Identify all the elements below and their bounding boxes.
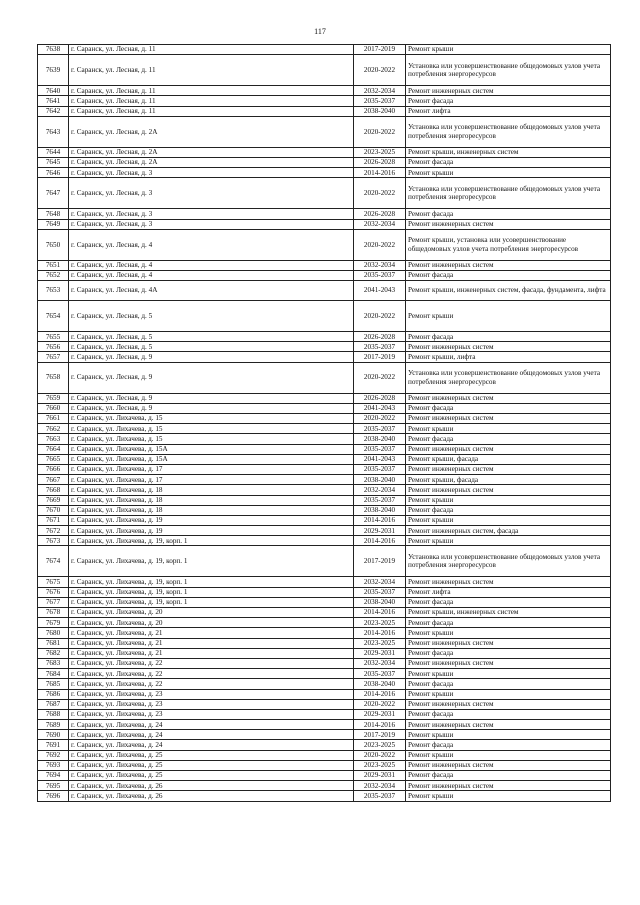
row-number: 7653	[38, 281, 69, 301]
row-period: 2032-2034	[354, 781, 406, 791]
row-work-type: Ремонт крыши, фасада	[406, 475, 611, 485]
row-period: 2026-2028	[354, 209, 406, 219]
row-number: 7691	[38, 740, 69, 750]
table-row	[38, 96, 611, 106]
table-row	[38, 791, 611, 801]
row-number: 7664	[38, 444, 69, 454]
row-period: 2029-2031	[354, 648, 406, 658]
row-work-type: Ремонт фасада	[406, 403, 611, 413]
table-row	[38, 689, 611, 699]
table-row	[38, 147, 611, 157]
row-work-type: Ремонт инженерных систем	[406, 658, 611, 668]
table-row	[38, 485, 611, 495]
row-work-type: Ремонт фасада	[406, 434, 611, 444]
row-period: 2035-2037	[354, 587, 406, 597]
row-address: г. Саранск, ул. Лихачева, д. 24	[69, 740, 354, 750]
row-work-type: Ремонт крыши, фасада	[406, 454, 611, 464]
row-number: 7647	[38, 178, 69, 209]
row-address: г. Саранск, ул. Лихачева, д. 24	[69, 730, 354, 740]
table-row	[38, 178, 611, 209]
row-number: 7657	[38, 352, 69, 362]
row-work-type: Ремонт крыши	[406, 669, 611, 679]
table-row	[38, 116, 611, 147]
row-period: 2014-2016	[354, 628, 406, 638]
table-row	[38, 475, 611, 485]
row-address: г. Саранск, ул. Лесная, д. 5	[69, 332, 354, 342]
row-period: 2035-2037	[354, 270, 406, 280]
row-number: 7686	[38, 689, 69, 699]
row-period: 2035-2037	[354, 444, 406, 454]
row-work-type: Ремонт фасада	[406, 709, 611, 719]
row-work-type: Ремонт крыши	[406, 168, 611, 178]
row-period: 2020-2022	[354, 178, 406, 209]
row-period: 2032-2034	[354, 86, 406, 96]
row-period: 2029-2031	[354, 709, 406, 719]
row-number: 7671	[38, 515, 69, 525]
row-address: г. Саранск, ул. Лихачева, д. 23	[69, 699, 354, 709]
row-address: г. Саранск, ул. Лихачева, д. 17	[69, 464, 354, 474]
row-address: г. Саранск, ул. Лихачева, д. 22	[69, 669, 354, 679]
row-address: г. Саранск, ул. Лихачева, д. 15	[69, 434, 354, 444]
row-work-type: Ремонт инженерных систем	[406, 464, 611, 474]
table-row	[38, 495, 611, 505]
row-work-type: Установка или усовершенствование общедомовых узлов учета потребления энергоресурсов	[406, 116, 611, 147]
row-number: 7643	[38, 116, 69, 147]
row-number: 7654	[38, 301, 69, 332]
row-address: г. Саранск, ул. Лихачева, д. 23	[69, 709, 354, 719]
row-work-type: Ремонт инженерных систем	[406, 577, 611, 587]
row-address: г. Саранск, ул. Лихачева, д. 19, корп. 1	[69, 546, 354, 577]
row-number: 7685	[38, 679, 69, 689]
row-period: 2041-2043	[354, 403, 406, 413]
row-period: 2038-2040	[354, 679, 406, 689]
row-work-type: Ремонт инженерных систем	[406, 393, 611, 403]
row-address: г. Саранск, ул. Лихачева, д. 22	[69, 679, 354, 689]
row-address: г. Саранск, ул. Лихачева, д. 18	[69, 505, 354, 515]
row-period: 2038-2040	[354, 106, 406, 116]
table-row	[38, 546, 611, 577]
row-period: 2023-2025	[354, 638, 406, 648]
row-address: г. Саранск, ул. Лихачева, д. 15А	[69, 454, 354, 464]
row-work-type: Ремонт инженерных систем	[406, 760, 611, 770]
row-address: г. Саранск, ул. Лесная, д. 3	[69, 178, 354, 209]
row-period: 2020-2022	[354, 699, 406, 709]
table-row	[38, 587, 611, 597]
row-work-type: Ремонт фасада	[406, 648, 611, 658]
row-number: 7669	[38, 495, 69, 505]
row-address: г. Саранск, ул. Лесная, д. 11	[69, 106, 354, 116]
row-work-type: Ремонт инженерных систем	[406, 638, 611, 648]
row-address: г. Саранск, ул. Лихачева, д. 19, корп. 1	[69, 597, 354, 607]
row-period: 2017-2019	[354, 45, 406, 55]
table-row	[38, 281, 611, 301]
row-number: 7642	[38, 106, 69, 116]
row-address: г. Саранск, ул. Лихачева, д. 19, корп. 1	[69, 536, 354, 546]
row-address: г. Саранск, ул. Лесная, д. 2А	[69, 157, 354, 167]
table-row	[38, 424, 611, 434]
row-address: г. Саранск, ул. Лихачева, д. 18	[69, 495, 354, 505]
row-period: 2023-2025	[354, 618, 406, 628]
row-period: 2029-2031	[354, 526, 406, 536]
row-number: 7649	[38, 219, 69, 229]
row-number: 7645	[38, 157, 69, 167]
row-number: 7662	[38, 424, 69, 434]
table-body	[38, 45, 611, 802]
table-row	[38, 658, 611, 668]
row-address: г. Саранск, ул. Лесная, д. 11	[69, 86, 354, 96]
row-period: 2041-2043	[354, 281, 406, 301]
row-number: 7674	[38, 546, 69, 577]
row-number: 7638	[38, 45, 69, 55]
row-period: 2038-2040	[354, 434, 406, 444]
row-address: г. Саранск, ул. Лесная, д. 5	[69, 301, 354, 332]
table-row	[38, 648, 611, 658]
row-address: г. Саранск, ул. Лесная, д. 3	[69, 168, 354, 178]
row-period: 2020-2022	[354, 414, 406, 424]
row-period: 2026-2028	[354, 393, 406, 403]
table-row	[38, 260, 611, 270]
row-period: 2035-2037	[354, 495, 406, 505]
row-number: 7660	[38, 403, 69, 413]
row-number: 7666	[38, 464, 69, 474]
row-period: 2020-2022	[354, 362, 406, 393]
table-row	[38, 157, 611, 167]
table-row	[38, 414, 611, 424]
table-row	[38, 669, 611, 679]
table-row	[38, 464, 611, 474]
row-work-type: Ремонт фасада	[406, 740, 611, 750]
row-number: 7644	[38, 147, 69, 157]
row-address: г. Саранск, ул. Лесная, д. 2А	[69, 116, 354, 147]
table-row	[38, 781, 611, 791]
row-period: 2035-2037	[354, 342, 406, 352]
row-period: 2014-2016	[354, 689, 406, 699]
row-address: г. Саранск, ул. Лихачева, д. 19	[69, 515, 354, 525]
row-number: 7658	[38, 362, 69, 393]
row-number: 7679	[38, 618, 69, 628]
row-work-type: Ремонт лифта	[406, 106, 611, 116]
row-address: г. Саранск, ул. Лесная, д. 9	[69, 403, 354, 413]
row-number: 7655	[38, 332, 69, 342]
row-number: 7683	[38, 658, 69, 668]
row-work-type: Ремонт крыши	[406, 495, 611, 505]
row-period: 2014-2016	[354, 515, 406, 525]
row-work-type: Ремонт фасада	[406, 505, 611, 515]
table-row	[38, 434, 611, 444]
row-period: 2020-2022	[354, 301, 406, 332]
row-period: 2032-2034	[354, 577, 406, 587]
row-address: г. Саранск, ул. Лихачева, д. 19, корп. 1	[69, 587, 354, 597]
row-work-type: Ремонт фасада	[406, 96, 611, 106]
row-address: г. Саранск, ул. Лихачева, д. 15	[69, 414, 354, 424]
row-address: г. Саранск, ул. Лесная, д. 11	[69, 55, 354, 86]
table-row	[38, 750, 611, 760]
row-address: г. Саранск, ул. Лесная, д. 11	[69, 96, 354, 106]
table-row	[38, 342, 611, 352]
row-address: г. Саранск, ул. Лихачева, д. 20	[69, 618, 354, 628]
row-work-type: Ремонт инженерных систем, фасада	[406, 526, 611, 536]
row-address: г. Саранск, ул. Лесная, д. 9	[69, 352, 354, 362]
row-work-type: Установка или усовершенствование общедомовых узлов учета потребления энергоресурсов	[406, 362, 611, 393]
table-row	[38, 332, 611, 342]
row-period: 2035-2037	[354, 424, 406, 434]
table-row	[38, 209, 611, 219]
row-period: 2017-2019	[354, 546, 406, 577]
row-number: 7696	[38, 791, 69, 801]
row-number: 7652	[38, 270, 69, 280]
row-work-type: Ремонт инженерных систем	[406, 342, 611, 352]
row-period: 2020-2022	[354, 750, 406, 760]
row-number: 7656	[38, 342, 69, 352]
table-row	[38, 526, 611, 536]
row-period: 2035-2037	[354, 464, 406, 474]
row-number: 7678	[38, 608, 69, 618]
row-work-type: Ремонт инженерных систем	[406, 219, 611, 229]
row-period: 2020-2022	[354, 116, 406, 147]
row-number: 7650	[38, 229, 69, 260]
table-row	[38, 515, 611, 525]
row-number: 7641	[38, 96, 69, 106]
row-number: 7680	[38, 628, 69, 638]
row-address: г. Саранск, ул. Лихачева, д. 25	[69, 750, 354, 760]
row-address: г. Саранск, ул. Лихачева, д. 18	[69, 485, 354, 495]
row-number: 7648	[38, 209, 69, 219]
row-address: г. Саранск, ул. Лесная, д. 3	[69, 209, 354, 219]
row-address: г. Саранск, ул. Лесная, д. 4	[69, 270, 354, 280]
row-number: 7693	[38, 760, 69, 770]
table-row	[38, 403, 611, 413]
row-address: г. Саранск, ул. Лесная, д. 4А	[69, 281, 354, 301]
row-work-type: Ремонт крыши	[406, 536, 611, 546]
row-address: г. Саранск, ул. Лихачева, д. 23	[69, 689, 354, 699]
row-address: г. Саранск, ул. Лесная, д. 3	[69, 219, 354, 229]
table-row	[38, 505, 611, 515]
row-period: 2038-2040	[354, 597, 406, 607]
row-work-type: Установка или усовершенствование общедомовых узлов учета потребления энергоресурсов	[406, 178, 611, 209]
row-address: г. Саранск, ул. Лесная, д. 4	[69, 260, 354, 270]
table-row	[38, 577, 611, 587]
row-number: 7676	[38, 587, 69, 597]
row-work-type: Ремонт фасада	[406, 157, 611, 167]
table-row	[38, 536, 611, 546]
row-work-type: Ремонт фасада	[406, 597, 611, 607]
row-period: 2014-2016	[354, 536, 406, 546]
table-row	[38, 638, 611, 648]
table-row	[38, 709, 611, 719]
row-period: 2032-2034	[354, 260, 406, 270]
row-address: г. Саранск, ул. Лихачева, д. 25	[69, 760, 354, 770]
repair-schedule-table	[37, 44, 611, 802]
table-row	[38, 771, 611, 781]
row-work-type: Ремонт крыши	[406, 750, 611, 760]
row-work-type: Ремонт крыши, лифта	[406, 352, 611, 362]
row-period: 2035-2037	[354, 96, 406, 106]
row-work-type: Ремонт инженерных систем	[406, 781, 611, 791]
row-number: 7640	[38, 86, 69, 96]
row-number: 7670	[38, 505, 69, 515]
table-row	[38, 168, 611, 178]
row-address: г. Саранск, ул. Лесная, д. 11	[69, 45, 354, 55]
row-period: 2017-2019	[354, 352, 406, 362]
row-number: 7695	[38, 781, 69, 791]
row-work-type: Ремонт крыши	[406, 791, 611, 801]
row-period: 2014-2016	[354, 608, 406, 618]
row-address: г. Саранск, ул. Лихачева, д. 21	[69, 648, 354, 658]
row-work-type: Ремонт крыши	[406, 424, 611, 434]
row-number: 7659	[38, 393, 69, 403]
row-period: 2032-2034	[354, 219, 406, 229]
table-row	[38, 352, 611, 362]
row-period: 2041-2043	[354, 454, 406, 464]
row-work-type: Ремонт инженерных систем	[406, 720, 611, 730]
row-work-type: Установка или усовершенствование общедомовых узлов учета потребления энергоресурсов	[406, 546, 611, 577]
row-work-type: Ремонт крыши	[406, 301, 611, 332]
row-number: 7689	[38, 720, 69, 730]
row-number: 7690	[38, 730, 69, 740]
row-work-type: Ремонт инженерных систем	[406, 699, 611, 709]
row-period: 2020-2022	[354, 55, 406, 86]
row-address: г. Саранск, ул. Лихачева, д. 26	[69, 791, 354, 801]
table-row	[38, 86, 611, 96]
row-number: 7675	[38, 577, 69, 587]
row-number: 7694	[38, 771, 69, 781]
row-period: 2020-2022	[354, 229, 406, 260]
table-row	[38, 270, 611, 280]
row-number: 7673	[38, 536, 69, 546]
row-period: 2014-2016	[354, 168, 406, 178]
table-row	[38, 679, 611, 689]
row-work-type: Ремонт крыши	[406, 628, 611, 638]
row-number: 7661	[38, 414, 69, 424]
row-work-type: Ремонт фасада	[406, 771, 611, 781]
table-row	[38, 301, 611, 332]
table-row	[38, 618, 611, 628]
table-row	[38, 628, 611, 638]
row-work-type: Ремонт инженерных систем	[406, 86, 611, 96]
table-row	[38, 454, 611, 464]
table-row	[38, 760, 611, 770]
table-row	[38, 444, 611, 454]
row-work-type: Ремонт фасада	[406, 332, 611, 342]
row-work-type: Ремонт лифта	[406, 587, 611, 597]
row-number: 7651	[38, 260, 69, 270]
row-period: 2026-2028	[354, 332, 406, 342]
row-address: г. Саранск, ул. Лихачева, д. 21	[69, 638, 354, 648]
row-work-type: Ремонт крыши	[406, 730, 611, 740]
row-number: 7681	[38, 638, 69, 648]
row-address: г. Саранск, ул. Лихачева, д. 26	[69, 781, 354, 791]
table-row	[38, 55, 611, 86]
row-address: г. Саранск, ул. Лихачева, д. 25	[69, 771, 354, 781]
table-row	[38, 45, 611, 55]
table-row	[38, 699, 611, 709]
row-number: 7682	[38, 648, 69, 658]
row-number: 7687	[38, 699, 69, 709]
row-period: 2026-2028	[354, 157, 406, 167]
row-number: 7688	[38, 709, 69, 719]
table-row	[38, 740, 611, 750]
table-row	[38, 730, 611, 740]
table-row	[38, 362, 611, 393]
row-period: 2035-2037	[354, 669, 406, 679]
row-work-type: Ремонт фасада	[406, 618, 611, 628]
row-number: 7663	[38, 434, 69, 444]
row-number: 7672	[38, 526, 69, 536]
row-period: 2038-2040	[354, 475, 406, 485]
row-work-type: Ремонт фасада	[406, 209, 611, 219]
row-address: г. Саранск, ул. Лихачева, д. 20	[69, 608, 354, 618]
row-address: г. Саранск, ул. Лесная, д. 5	[69, 342, 354, 352]
row-work-type: Ремонт крыши	[406, 515, 611, 525]
row-address: г. Саранск, ул. Лихачева, д. 15А	[69, 444, 354, 454]
row-period: 2032-2034	[354, 658, 406, 668]
row-address: г. Саранск, ул. Лихачева, д. 15	[69, 424, 354, 434]
row-address: г. Саранск, ул. Лесная, д. 9	[69, 362, 354, 393]
row-work-type: Установка или усовершенствование общедомовых узлов учета потребления энергоресурсов	[406, 55, 611, 86]
row-number: 7639	[38, 55, 69, 86]
table-row	[38, 597, 611, 607]
row-address: г. Саранск, ул. Лихачева, д. 22	[69, 658, 354, 668]
row-work-type: Ремонт крыши, инженерных систем	[406, 147, 611, 157]
row-number: 7646	[38, 168, 69, 178]
row-work-type: Ремонт крыши, установка или усовершенствование общедомовых узлов учета потребления энергоресурсов	[406, 229, 611, 260]
row-address: г. Саранск, ул. Лихачева, д. 19	[69, 526, 354, 536]
row-work-type: Ремонт инженерных систем	[406, 444, 611, 454]
row-address: г. Саранск, ул. Лихачева, д. 19, корп. 1	[69, 577, 354, 587]
row-work-type: Ремонт крыши	[406, 45, 611, 55]
table-row	[38, 608, 611, 618]
row-work-type: Ремонт крыши	[406, 689, 611, 699]
table-row	[38, 219, 611, 229]
row-period: 2035-2037	[354, 791, 406, 801]
row-period: 2038-2040	[354, 505, 406, 515]
row-work-type: Ремонт инженерных систем	[406, 485, 611, 495]
row-address: г. Саранск, ул. Лесная, д. 2А	[69, 147, 354, 157]
row-work-type: Ремонт крыши, инженерных систем	[406, 608, 611, 618]
table-row	[38, 106, 611, 116]
row-period: 2023-2025	[354, 147, 406, 157]
row-period: 2017-2019	[354, 730, 406, 740]
row-number: 7668	[38, 485, 69, 495]
row-work-type: Ремонт инженерных систем	[406, 414, 611, 424]
row-number: 7692	[38, 750, 69, 760]
table-row	[38, 229, 611, 260]
table-row	[38, 393, 611, 403]
row-work-type: Ремонт фасада	[406, 679, 611, 689]
row-period: 2029-2031	[354, 771, 406, 781]
table-row	[38, 720, 611, 730]
row-number: 7667	[38, 475, 69, 485]
row-work-type: Ремонт фасада	[406, 270, 611, 280]
row-address: г. Саранск, ул. Лихачева, д. 21	[69, 628, 354, 638]
row-work-type: Ремонт инженерных систем	[406, 260, 611, 270]
row-number: 7684	[38, 669, 69, 679]
row-period: 2023-2025	[354, 740, 406, 750]
row-period: 2032-2034	[354, 485, 406, 495]
page-number: 117	[314, 27, 326, 36]
row-address: г. Саранск, ул. Лесная, д. 4	[69, 229, 354, 260]
row-work-type: Ремонт крыши, инженерных систем, фасада, фундамента, лифта	[406, 281, 611, 301]
row-number: 7665	[38, 454, 69, 464]
row-number: 7677	[38, 597, 69, 607]
row-address: г. Саранск, ул. Лихачева, д. 17	[69, 475, 354, 485]
row-period: 2014-2016	[354, 720, 406, 730]
row-address: г. Саранск, ул. Лесная, д. 9	[69, 393, 354, 403]
row-period: 2023-2025	[354, 760, 406, 770]
row-address: г. Саранск, ул. Лихачева, д. 24	[69, 720, 354, 730]
